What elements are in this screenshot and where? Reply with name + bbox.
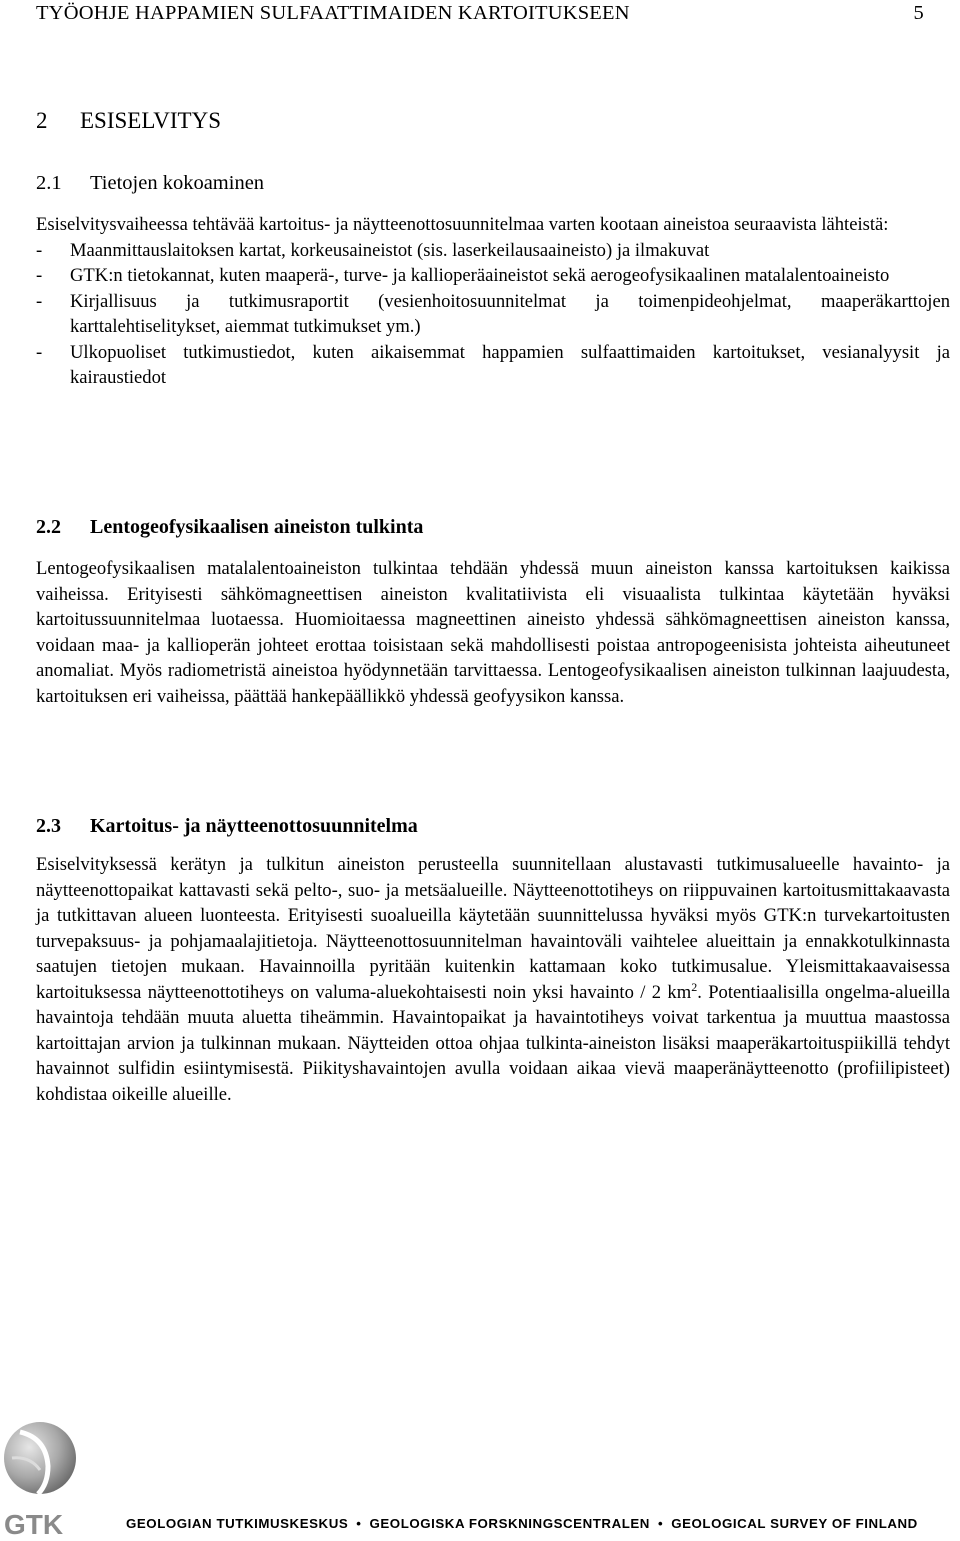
list-item: - GTK:n tietokannat, kuten maaperä-, turve- ja kallioperäaineistot sekä aerogeofysikaalinen matalalentoaineisto [36,265,890,286]
footer [0,1410,960,1541]
header-title: TYÖOHJE HAPPAMIEN SULFAATTIMAIDEN KARTOITUKSEEN [36,2,630,24]
section-number: 2.1 [36,172,62,194]
section-2-3-body: Esiselvityksessä kerätyn ja tulkitun aineiston perusteella suunnitellaan alustavasti tutkimusalueelle havainto- ja näytteenottopaikat kattavasti sekä pelto-, suo- ja metsäalueille. Näytteenottotiheys on riippuvainen kartoitusmittakaavasta ja tutkittavan alueen luonteesta. Erityisesti suoalueilla käytetään suunnittelussa hyväksi myös GTK:n turvekartoitusten turvepaksuus- ja pohjamaalajitietoja. Näytteenottosuunnitelman havaintoväli vaihtelee alueittain ja ennakkotulkinnasta saatujen tietojen mukaan. Havainnoilla pyritään kuitenkin kattamaan koko tutkimusalue. Yleismittakaavaisessa kartoituksessa näytteenottotiheys on valuma-aluekohtaisesti noin yksi havainto / 2 $km^2$. Potentiaalisilla ongelma-alueilla havaintoja tehdään muuta aluetta tiheämmin. Havaintopaikat ja havaintotiheys voivat tarkentua ja muuttua maastossa kartoittajan arvion ja tulkinnan mukaan. Näytteiden ottoa ohjaa tulkinta-aineiston lisäksi maaperäkartoituspiikillä tehdyt havainnot sulfidin esiintymisestä. Piikityshavaintojen avulla voidaan aikaa vievä maaperänäytteenotto (profiilipisteet) kohdistaa oikeille alueille. [36,854,950,1105]
section-2-2-body: Lentogeofysikaalisen matalalentoaineiston tulkintaa tehdään yhdessä muun aineiston kanssa kartoituksen kaikissa vaiheissa. Erityisesti sähkömagneettisen aineiston kvalitatiivista eli visuaalista tulkintaa käytetään hyväksi kartoitussuunnitelmaa luotaessa. Huomioitaessa magneettinen aineisto yhdessä sähkömagneettisen aineiston kanssa, voidaan maa- ja kallioperän johteet erottaa toisistaan sekä mahdollisesti poistaa antropogeenisista johteista aiheutuneet anomaliat. Myös radiometristä aineistoa hyödynnetään tarvittaessa. Lentogeofysikaalisen aineiston tulkinnan laajuudesta, kartoituksen eri vaiheissa, päättää hankepäällikkö yhdessä geofyysikon kanssa. [36,558,950,707]
list-item: - Ulkopuoliset tutkimustiedot, kuten aikaisemmat happamien sulfaattimaiden kartoitukset, vesianalyysit ja kairaustiedot [36,341,950,388]
running-header [36,2,924,28]
gtk-logo [2,1418,92,1538]
section-2-1-intro: Esiselvitysvaiheessa tehtävää kartoitus- ja näytteenottosuunnitelmaa varten kootaan aineistoa seuraavista lähteistä: [36,214,889,235]
chapter-heading [36,108,221,134]
section-title: Lentogeofysikaalisen aineiston tulkinta [90,516,424,538]
section-2-3-text [36,852,950,1107]
source-list [36,238,950,391]
org-name-fi: GEOLOGIAN TUTKIMUSKESKUS [126,1516,349,1531]
section-heading-2-3 [36,815,418,838]
section-number: 2.3 [36,815,61,837]
superscript: 2 [691,979,698,994]
footer-organization-names [126,1516,918,1531]
section-number: 2.2 [36,516,61,538]
section-heading-2-2 [36,516,423,539]
org-name-sv: GEOLOGISKA FORSKNINGSCENTRALEN [369,1516,650,1531]
section-2-1-text [36,212,950,391]
section-heading-2-1 [36,172,264,195]
list-item: - Kirjallisuus ja tutkimusraportit (vesienhoitosuunnitelmat ja toimenpideohjelmat, maaperäkarttojen karttalehtiselitykset, aiemmat tutkimukset ym.) [36,290,950,337]
logo-text: GTK [4,1509,64,1538]
section-title: Kartoitus- ja näytteenottosuunnitelma [90,815,418,837]
org-name-en: GEOLOGICAL SURVEY OF FINLAND [671,1516,918,1531]
chapter-number: 2 [36,108,48,133]
list-item: - Maanmittauslaitoksen kartat, korkeusaineistot (sis. laserkeilausaaineisto) ja ilmakuvat [36,239,710,261]
page-number: 5 [913,2,924,24]
chapter-title: ESISELVITYS [80,108,221,133]
section-2-2-text [36,556,950,709]
separator: • [356,1516,362,1531]
separator: • [657,1516,664,1531]
section-title: Tietojen kokoaminen [90,172,265,194]
